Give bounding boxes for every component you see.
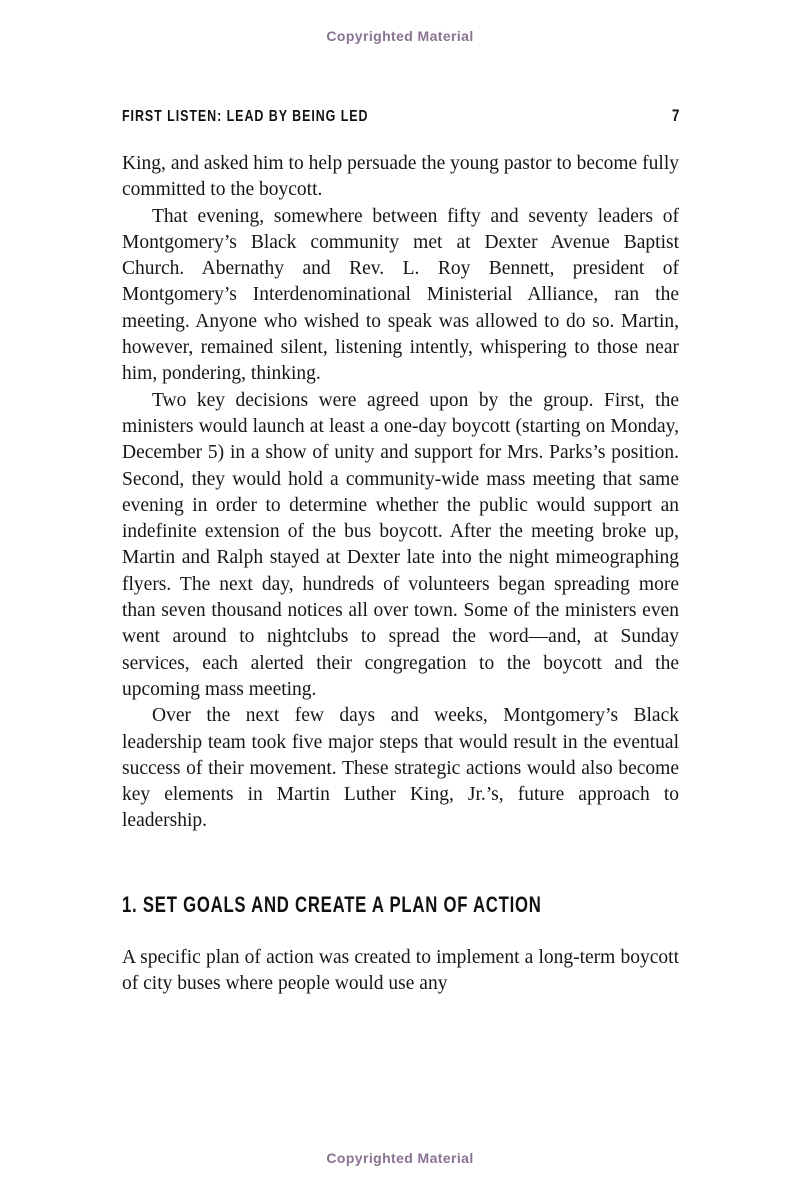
section-text-block — [122, 945, 679, 998]
page-number: 7 — [671, 106, 679, 125]
body-text-block — [122, 151, 679, 835]
section-heading-text: 1. SET GOALS AND CREATE A PLAN OF ACTION — [122, 891, 542, 917]
section-heading — [122, 892, 679, 918]
running-header — [122, 106, 679, 126]
body-paragraph-4: Over the next few days and weeks, Montgomery’s Black leadership team took five major steps that would result in the eventual success of their movement. These strategic actions would also become key elements in Martin Luther King, Jr.’s, future approach to leadership. — [122, 705, 679, 832]
copyright-watermark-top: Copyrighted Material — [326, 28, 474, 44]
body-paragraph-1: King, and asked him to help persuade the young pastor to become fully committed to the boycott. — [122, 153, 679, 201]
page-content — [122, 106, 679, 997]
body-paragraph-3: Two key decisions were agreed upon by the group. First, the ministers would launch at least a one-day boycott (starting on Monday, December 5) in a show of unity and support for Mrs. Parks’s position. Second, they would hold a community-wide mass meeting that same evening in order to determine whether the public would support an indefinite extension of the bus boycott. After the meeting broke up, Martin and Ralph stayed at Dexter late into the night mimeographing flyers. The next day, hundreds of volunteers began spreading more than seven thousand notices all over town. Some of the ministers even went around to nightclubs to spread the word—and, at Sunday services, each alerted their congregation to the boycott and the upcoming mass meeting. — [122, 389, 679, 700]
running-header-title: FIRST LISTEN: LEAD BY BEING LED — [122, 108, 369, 125]
copyright-watermark-bottom: Copyrighted Material — [326, 1150, 474, 1166]
section-paragraph-1: A specific plan of action was created to implement a long-term boycott of city buses where people would use any — [122, 946, 679, 995]
body-paragraph-2: That evening, somewhere between fifty and seventy leaders of Montgomery’s Black community met at Dexter Avenue Baptist Church. Abernathy and Rev. L. Roy Bennett, president of Montgomery’s Interdenominational Ministerial Alliance, ran the meeting. Anyone who wished to speak was allowed to do so. Martin, however, remained silent, listening intently, whispering to those near him, pondering, thinking. — [122, 205, 679, 385]
